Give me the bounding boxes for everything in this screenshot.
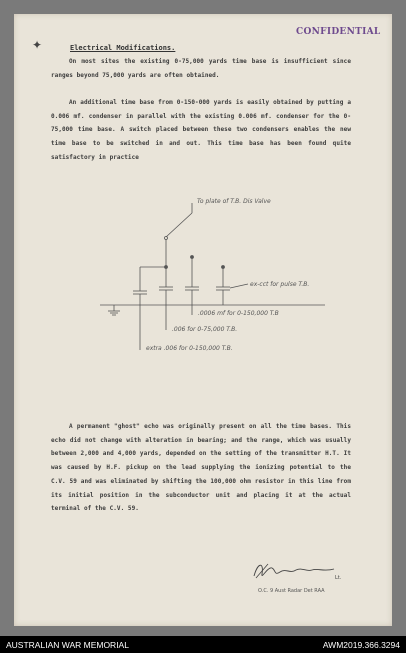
condenser-2 xyxy=(159,267,173,305)
label-condenser-1: .0006 mf for 0-150,000 T.B xyxy=(198,310,279,317)
condenser-3 xyxy=(185,257,199,305)
condenser-pulse xyxy=(216,267,230,305)
circuit-diagram xyxy=(100,195,360,365)
footer-accession-number: AWM2019.366.3294 xyxy=(322,640,400,650)
section-heading: Electrical Modifications. xyxy=(70,44,176,52)
binder-clip-mark: ✦ xyxy=(32,38,43,52)
switch-arm xyxy=(166,213,192,237)
signature-scrawl xyxy=(250,560,340,582)
label-plate: To plate of T.B. Dis Valve xyxy=(197,198,271,205)
footer-institution: AUSTRALIAN WAR MEMORIAL xyxy=(6,640,129,650)
footer-bar xyxy=(0,636,406,653)
condenser-1 xyxy=(133,287,147,305)
paragraph-2: An additional time base from 0-150-000 yards is easily obtained by putting a 0.006 mf. condenser in parallel with the existing 0.006 mf. condenser for the 0-75,000 time base. A switch placed between these two condensers enables the new time base to be switched in and out. This time base has been found quite satisfactory in practice xyxy=(51,99,351,161)
label-pulse-condenser: ex-cct for pulse T.B. xyxy=(250,281,310,288)
label-condenser-3: extra .006 for 0-150,000 T.B. xyxy=(146,345,233,352)
label-condenser-2: .006 for 0-75,000 T.B. xyxy=(172,326,238,333)
signature-rank: Lt. xyxy=(335,575,342,581)
paragraph-1: On most sites the existing 0-75,000 yards time base is insufficient since ranges beyond 75,000 yards are often obtained. xyxy=(51,58,351,79)
signature-role: O.C. 9 Aust Radar Det RAA xyxy=(258,588,325,594)
confidential-stamp: CONFIDENTIAL xyxy=(296,27,381,37)
paragraph-3: A permanent "ghost" echo was originally present on all the time bases. This echo did not change with alteration in bearing; and the range, which was usually between 2,000 and 4,000 yards, depended on the setting of the transmitter H.T. It was caused by H.F. pickup on the lead supplying the ionizing potential to the C.V. 59 and was eliminated by shifting the 100,000 ohm resistor in this line from its initial position in the subconductor unit and placing it at the actual terminal of the C.V. 59. xyxy=(51,423,351,513)
